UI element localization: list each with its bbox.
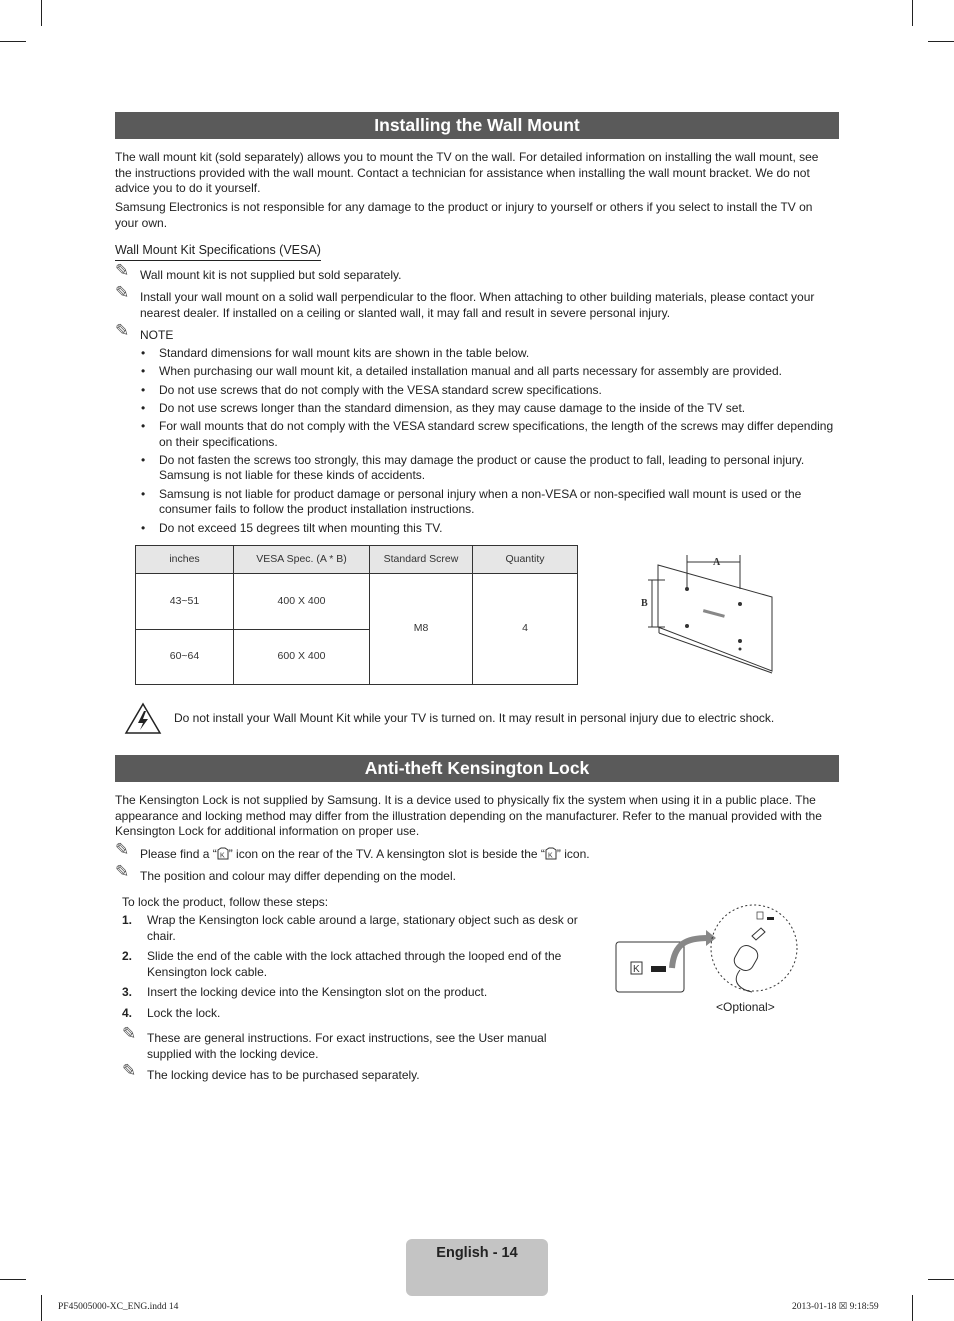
note-text: Install your wall mount on a solid wall perpendicular to the floor. When attaching to other building materials, please contact your nearest dealer. If installed on a ceiling or slanted wall, it may fall and result in severe personal injury. <box>140 290 815 320</box>
note-bullet-list <box>135 346 835 539</box>
crop-mark <box>912 0 913 26</box>
table-cell: 400 X 400 <box>234 574 370 630</box>
crop-mark <box>0 41 26 42</box>
list-item: • Do not exceed 15 degrees tilt when mounting this TV. <box>135 521 835 537</box>
kensington-k-icon <box>545 847 557 860</box>
table-cell: M8 <box>370 574 473 685</box>
pencil-note-icon: ✎ <box>115 840 130 860</box>
step-number: 1. <box>122 913 133 927</box>
file-slug: PF45005000-XC_ENG.indd 14 <box>58 1302 179 1312</box>
svg-text:K: K <box>547 852 553 860</box>
list-item: • Standard dimensions for wall mount kits are shown in the table below. <box>135 346 835 362</box>
crop-mark <box>912 1295 913 1321</box>
section-title-kensington: Anti-theft Kensington Lock <box>115 755 839 782</box>
pencil-note-icon: ✎ <box>115 862 130 882</box>
page-number-tab <box>406 1239 548 1296</box>
crop-mark <box>41 1295 42 1321</box>
table-row <box>136 574 578 630</box>
note-text-part: ” icon on the rear of the TV. A kensington slot is beside the “ <box>228 847 545 861</box>
lock-steps-list <box>122 913 582 1026</box>
crop-mark <box>928 41 954 42</box>
crop-mark <box>0 1279 26 1280</box>
dimension-b-label: B <box>641 598 648 609</box>
note-item <box>115 283 833 321</box>
list-item <box>122 949 582 980</box>
list-item: • Do not use screws longer than the standard dimension, as they may cause damage to the inside of the TV set. <box>135 401 835 417</box>
vesa-subheading: Wall Mount Kit Specifications (VESA) <box>115 243 321 261</box>
pencil-note-icon: ✎ <box>122 1061 137 1081</box>
list-item <box>122 913 582 944</box>
column-header: inches <box>136 546 234 574</box>
wall-mount-intro: The wall mount kit (sold separately) allows you to mount the TV on the wall. For detailed information on installing the wall mount, see the instructions provided with the wall mount. Contact a technician for assistance when installing the wall mount bracket. We do not advice you to do it yourself. <box>115 150 819 195</box>
pencil-note-icon: ✎ <box>115 261 130 281</box>
step-text: Lock the lock. <box>147 1005 221 1020</box>
note-item <box>122 1061 562 1084</box>
dimension-a-label: A <box>713 557 721 568</box>
list-item: • For wall mounts that do not comply with the VESA standard screw specifications, the length of the screws may differ depending on their specifications. <box>135 419 835 450</box>
pencil-note-icon: ✎ <box>122 1024 137 1044</box>
page-number: English - 14 <box>436 1245 518 1261</box>
step-text: Slide the end of the cable with the lock attached through the looped end of the Kensington lock cable. <box>147 949 562 979</box>
vesa-spec-table <box>135 545 578 685</box>
table-cell: 4 <box>473 574 578 685</box>
table-cell: 43~51 <box>136 574 234 630</box>
svg-text:K: K <box>219 852 225 860</box>
note-text <box>140 847 833 863</box>
note-text-part: Please find a “ <box>140 847 217 861</box>
step-text: Wrap the Kensington lock cable around a large, stationary object such as desk or chair. <box>147 913 578 943</box>
list-item <box>122 1006 582 1022</box>
note-item <box>115 321 833 344</box>
date-slug: 2013-01-18 ☒ 9:18:59 <box>792 1302 879 1312</box>
optional-label: <Optional> <box>716 1000 775 1014</box>
step-number: 3. <box>122 985 133 999</box>
crop-mark <box>41 0 42 26</box>
list-item: • Do not fasten the screws too strongly, this may damage the product or cause the product to fall, leading to personal injury. Samsung is not liable for these kinds of accidents. <box>135 453 835 484</box>
note-item <box>115 840 833 863</box>
list-item <box>122 985 582 1001</box>
crop-mark <box>928 1279 954 1280</box>
note-item <box>122 1024 562 1062</box>
warning-text: Do not install your Wall Mount Kit while your TV is turned on. It may result in personal injury due to electric shock. <box>174 711 775 725</box>
note-heading: NOTE <box>140 328 174 342</box>
note-text: Wall mount kit is not supplied but sold separately. <box>140 268 402 282</box>
lock-body <box>731 943 760 974</box>
kensington-slot <box>651 966 666 972</box>
list-item: • Samsung is not liable for product damage or personal injury when a non-VESA or non-specified wall mount is used or the consumer fails to follow the product installation instructions. <box>135 487 835 518</box>
pencil-note-icon: ✎ <box>115 321 130 341</box>
electric-shock-warning-icon <box>124 702 162 735</box>
note-text: The locking device has to be purchased separately. <box>147 1068 420 1082</box>
table-cell: 600 X 400 <box>234 629 370 685</box>
table-header-row <box>136 546 578 574</box>
tv-back-diagram <box>630 545 780 680</box>
step-number: 4. <box>122 1005 133 1020</box>
tv-back-panel <box>658 565 772 671</box>
note-text-part: ” icon. <box>556 847 590 861</box>
zoom-circle <box>711 905 797 991</box>
column-header: Quantity <box>473 546 578 574</box>
kensington-k-icon <box>217 847 229 860</box>
list-item: • Do not use screws that do not comply with the VESA standard screw specifications. <box>135 383 835 399</box>
note-item <box>115 862 833 885</box>
note-item <box>115 261 833 284</box>
table-cell: 60~64 <box>136 629 234 685</box>
wall-mount-disclaimer: Samsung Electronics is not responsible for any damage to the product or injury to yourself or others if you select to install the TV on your own. <box>115 200 813 230</box>
step-number: 2. <box>122 949 133 963</box>
list-item: • When purchasing our wall mount kit, a detailed installation manual and all parts necessary for assembly are provided. <box>135 364 835 380</box>
section-title-wall-mount: Installing the Wall Mount <box>115 112 839 139</box>
note-text: These are general instructions. For exact instructions, see the User manual supplied with the locking device. <box>147 1031 547 1061</box>
lock-cable <box>736 970 752 992</box>
steps-intro: To lock the product, follow these steps: <box>122 895 329 909</box>
pencil-note-icon: ✎ <box>115 283 130 303</box>
kensington-intro: The Kensington Lock is not supplied by Samsung. It is a device used to physically fix the system when using it in a public place. The appearance and locking method may differ from the illustration depending on the manufacturer. Refer to the manual provided with the Kensington Lock for additional information on proper use. <box>115 793 822 838</box>
slot-letter: K <box>633 964 640 975</box>
column-header: VESA Spec. (A * B) <box>234 546 370 574</box>
kensington-lock-illustration <box>612 898 807 998</box>
column-header: Standard Screw <box>370 546 473 574</box>
step-text: Insert the locking device into the Kensington slot on the product. <box>147 985 488 999</box>
note-text: The position and colour may differ depending on the model. <box>140 869 456 883</box>
